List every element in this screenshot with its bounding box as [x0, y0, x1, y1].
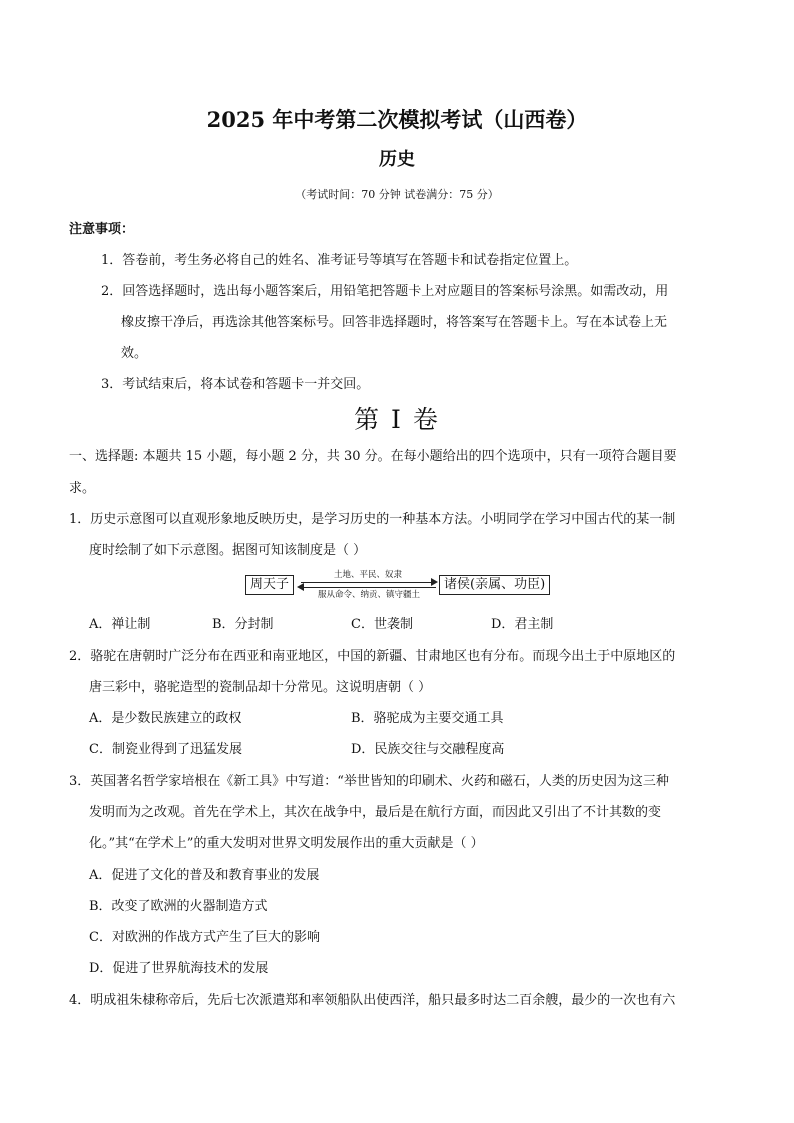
diagram-right-box: 诸侯(亲属、功臣) [439, 575, 550, 595]
question-3-option-b: B．改变了欧洲的火器制造方式 [89, 899, 268, 914]
question-1-option-a: A．禅让制 [89, 617, 151, 632]
question-3-stem: 3．英国著名哲学家培根在《新工具》中写道：“举世皆知的印刷术、火药和磁石，人类的历史因为这三种 [69, 774, 669, 789]
question-2-stem-continued: 唐三彩中，骆驼造型的瓷制品却十分常见。这说明唐朝（ ） [89, 680, 432, 695]
diagram-top-label: 土地、平民、奴隶 [333, 570, 402, 580]
note-item-continued: 橡皮擦干净后，再选涂其他答案标号。回答非选择题时，将答案写在答题卡上。写在本试卷上无 [121, 315, 668, 330]
notes-heading: 注意事项： [69, 222, 135, 237]
question-1-option-c: C．世袭制 [351, 617, 413, 632]
question-1-stem: 1．历史示意图可以直观形象地反映历史，是学习历史的一种基本方法。小明同学在学习中国古代的某一制 [69, 512, 676, 527]
diagram-bottom-label: 服从命令、纳贡、镇守疆土 [317, 590, 420, 600]
question-4-stem: 4．明成祖朱棣称帝后，先后七次派遣郑和率领船队出使西洋，船只最多时达二百余艘，最少的一次也有六 [69, 993, 676, 1008]
question-2-option-b: B．骆驼成为主要交通工具 [351, 711, 504, 726]
section-intro-continued: 求。 [69, 481, 96, 496]
question-3-option-d: D．促进了世界航海技术的发展 [89, 961, 269, 976]
diagram-arrow-right-line [301, 582, 431, 583]
question-2-option-d: D．民族交往与交融程度高 [351, 742, 505, 757]
question-2-stem: 2．骆驼在唐朝时广泛分布在西亚和南亚地区，中国的新疆、甘肃地区也有分布。而现今出土于中原地区的 [69, 649, 676, 664]
question-1-option-d: D．君主制 [491, 617, 554, 632]
question-3-option-a: A．促进了文化的普及和教育事业的发展 [89, 868, 320, 883]
enfeoffment-diagram [245, 570, 557, 600]
note-item-continued: 效。 [121, 346, 148, 361]
question-1-stem-continued: 度时绘制了如下示意图。据图可知该制度是（ ） [89, 543, 367, 558]
exam-time-info: （考试时间：70 分钟 试卷满分：75 分） [295, 188, 499, 201]
question-2-option-a: A．是少数民族建立的政权 [89, 711, 242, 726]
note-item: 2．回答选择题时，选出每小题答案后，用铅笔把答题卡上对应题目的答案标号涂黑。如需改动，用 [101, 284, 669, 299]
diagram-left-box: 周天子 [245, 575, 294, 595]
subject-title: 历史 [379, 149, 415, 170]
note-item: 1．答卷前，考生务必将自己的姓名、准考证号等填写在答题卡和试卷指定位置上。 [101, 253, 578, 268]
exam-title: 2025 年中考第二次模拟考试（山西卷） [206, 107, 588, 132]
question-3-stem-continued: 发明而为之改观。首先在学术上，其次在战争中，最后是在航行方面，而因此又引出了不计其数的变 [89, 805, 662, 820]
question-3-option-c: C．对欧洲的作战方式产生了巨大的影响 [89, 930, 320, 945]
question-3-stem-continued: 化。”其“在学术上”的重大发明对世界文明发展作出的重大贡献是（ ） [89, 836, 484, 851]
volume-title: 第 I 卷 [354, 405, 440, 434]
arrow-right-icon [431, 578, 438, 586]
note-item: 3．考试结束后，将本试卷和答题卡一并交回。 [101, 377, 370, 392]
question-2-option-c: C．制瓷业得到了迅猛发展 [89, 742, 242, 757]
question-1-option-b: B．分封制 [212, 617, 274, 632]
section-intro: 一、选择题: 本题共 15 小题，每小题 2 分，共 30 分。在每小题给出的四个选项中，只有一项符合题目要 [69, 449, 677, 464]
